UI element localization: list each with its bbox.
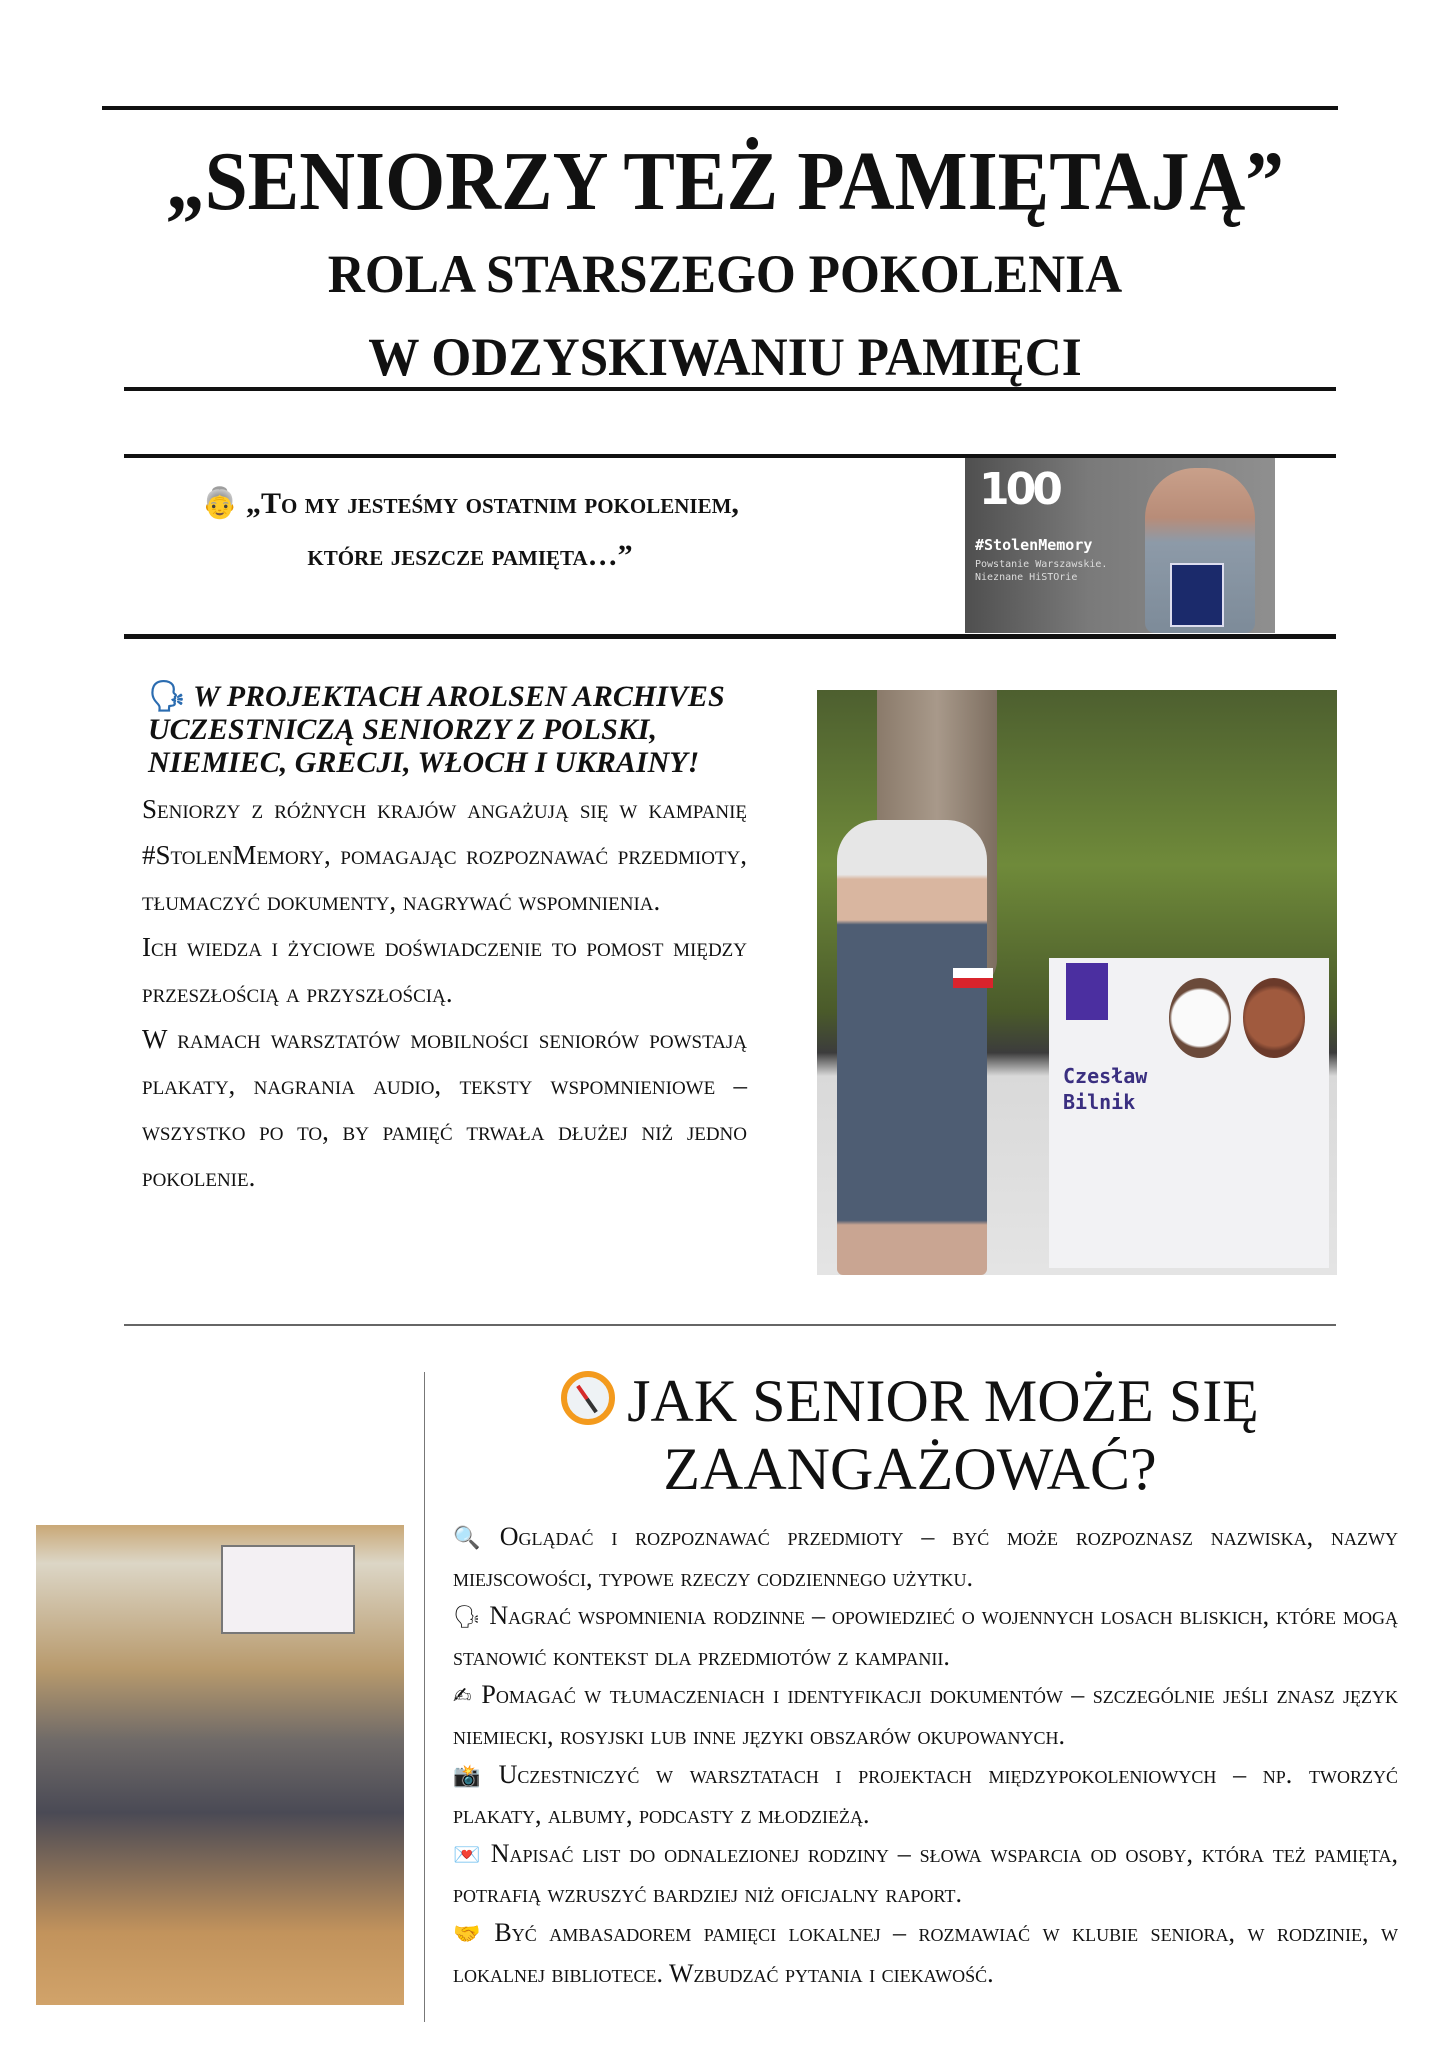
intro-paragraph: W ramach warsztatów mobilności seniorów powstają plakaty, nagrania audio, teksty wspomnieniowe – wszystko po to, by pamięć trwała dłużej niż jedno pokolenie. <box>142 1024 747 1192</box>
speaking-head-icon: 🗣 <box>148 679 187 714</box>
workshop-photo <box>36 1525 404 2005</box>
title-bottom-rule <box>124 387 1336 391</box>
medal-case <box>1170 563 1224 627</box>
list-item <box>453 1756 1398 1835</box>
hashtag-label: #StolenMemory <box>975 536 1093 554</box>
list-item <box>453 1676 1398 1755</box>
engage-list <box>453 1518 1398 1993</box>
quote <box>160 478 780 582</box>
pocket-watch-back <box>1243 978 1305 1058</box>
engage-title <box>470 1368 1350 1434</box>
photo-caption <box>975 558 1125 584</box>
intro-paragraph: Seniorzy z różnych krajów angażują się w kampanię #StolenMemory, pomagając rozpoznawać przedmioty, tłumaczyć dokumenty, nagrywać wspomnienia. <box>142 794 747 916</box>
speaking-head-icon: 🗣 <box>453 1605 482 1631</box>
intro-body <box>142 786 747 1200</box>
camera-flash-icon: 📸 <box>453 1763 491 1789</box>
intro-heading <box>148 680 768 779</box>
list-item-text: Oglądać i rozpoznawać przedmioty – być może rozpoznasz nazwiska, nazwy miejscowości, typowe rzeczy codziennego użytku. <box>453 1522 1398 1592</box>
list-item-text: Napisać list do odnalezionej rodziny – słowa wsparcia od osoby, która też pamięta, potrafią wzruszyć bardziej niż oficjalny raport. <box>453 1838 1398 1909</box>
top-rule <box>102 106 1338 110</box>
list-item <box>453 1914 1398 1993</box>
list-item <box>453 1597 1398 1676</box>
banner-name <box>1063 1063 1147 1115</box>
love-letter-icon: 💌 <box>453 1842 483 1868</box>
list-item-text: Pomagać w tłumaczeniach i identyfikacji dokumentów – szczególnie jeśli znasz język niemiecki, rosyjski lub inne języki obszarów okupowanych. <box>453 1680 1398 1750</box>
exhibition-banner <box>1049 958 1329 1268</box>
column-divider <box>424 1372 425 2022</box>
list-item <box>453 1518 1398 1597</box>
pocket-watch-face <box>1169 978 1231 1058</box>
100-logo: 100 <box>979 464 1059 515</box>
engage-title-line2: ZAANGAŻOWAĆ? <box>663 1436 1157 1502</box>
section-divider <box>124 1324 1336 1326</box>
senior-at-exhibition-photo <box>817 690 1337 1275</box>
page-subtitle-line2: W ODZYSKIWANIU PAMIĘCI <box>368 327 1082 387</box>
compass-icon <box>561 1371 615 1425</box>
arolsen-logo <box>1066 963 1108 1020</box>
intro-heading-text: W PROJEKTACH AROLSEN ARCHIVES UCZESTNICZĄ SENIORZY Z POLSKI, NIEMIEC, GRECJI, WŁOCH I UKRAINY! <box>148 680 725 779</box>
banner-last-name: Bilnik <box>1063 1090 1136 1114</box>
list-item-text: Być ambasadorem pamięci lokalnej – rozmawiać w klubie seniora, w rodzinie, w lokalnej bibliotece. Wzbudzać pytania i ciekawość. <box>453 1917 1398 1988</box>
senior-woman-figure <box>837 820 987 1275</box>
caption-line1: Powstanie Warszawskie. <box>975 559 1108 570</box>
quote-text: „To my jesteśmy ostatnim pokoleniem, które jeszcze pamięta…” <box>245 487 739 572</box>
engage-title-line1: JAK SENIOR MOŻE SIĘ <box>627 1368 1259 1434</box>
handshake-icon: 🤝 <box>453 1921 487 1947</box>
banner-first-name: Czesław <box>1063 1064 1148 1088</box>
intro-paragraph: Ich wiedza i życiowe doświadczenie to pomost między przeszłością a przyszłością. <box>142 932 747 1008</box>
list-item-text: Uczestniczyć w warsztatach i projektach międzypokoleniowych – np. tworzyć plakaty, albumy, podcasty z młodzieżą. <box>453 1759 1398 1830</box>
writing-hand-icon: ✍ <box>453 1684 474 1710</box>
page-title: „SENIORZY TEŻ PAMIĘTAJĄ” <box>166 135 1284 228</box>
older-woman-icon: 👵 <box>201 486 239 521</box>
stolen-memory-header-photo <box>965 458 1275 633</box>
list-item <box>453 1835 1398 1914</box>
list-item-text: Nagrać wspomnienia rodzinne – opowiedzieć o wojennych losach bliskich, które mogą stanowić kontekst dla przedmiotów z kampanii. <box>453 1601 1398 1671</box>
page-subtitle-line1: ROLA STARSZEGO POKOLENIA <box>327 244 1123 304</box>
magnifier-icon: 🔍 <box>453 1526 492 1551</box>
caption-line2: Nieznane HiSTOrie <box>975 572 1078 583</box>
quote-bottom-rule <box>124 634 1336 639</box>
projector-screen <box>221 1545 355 1634</box>
armband <box>953 968 993 988</box>
